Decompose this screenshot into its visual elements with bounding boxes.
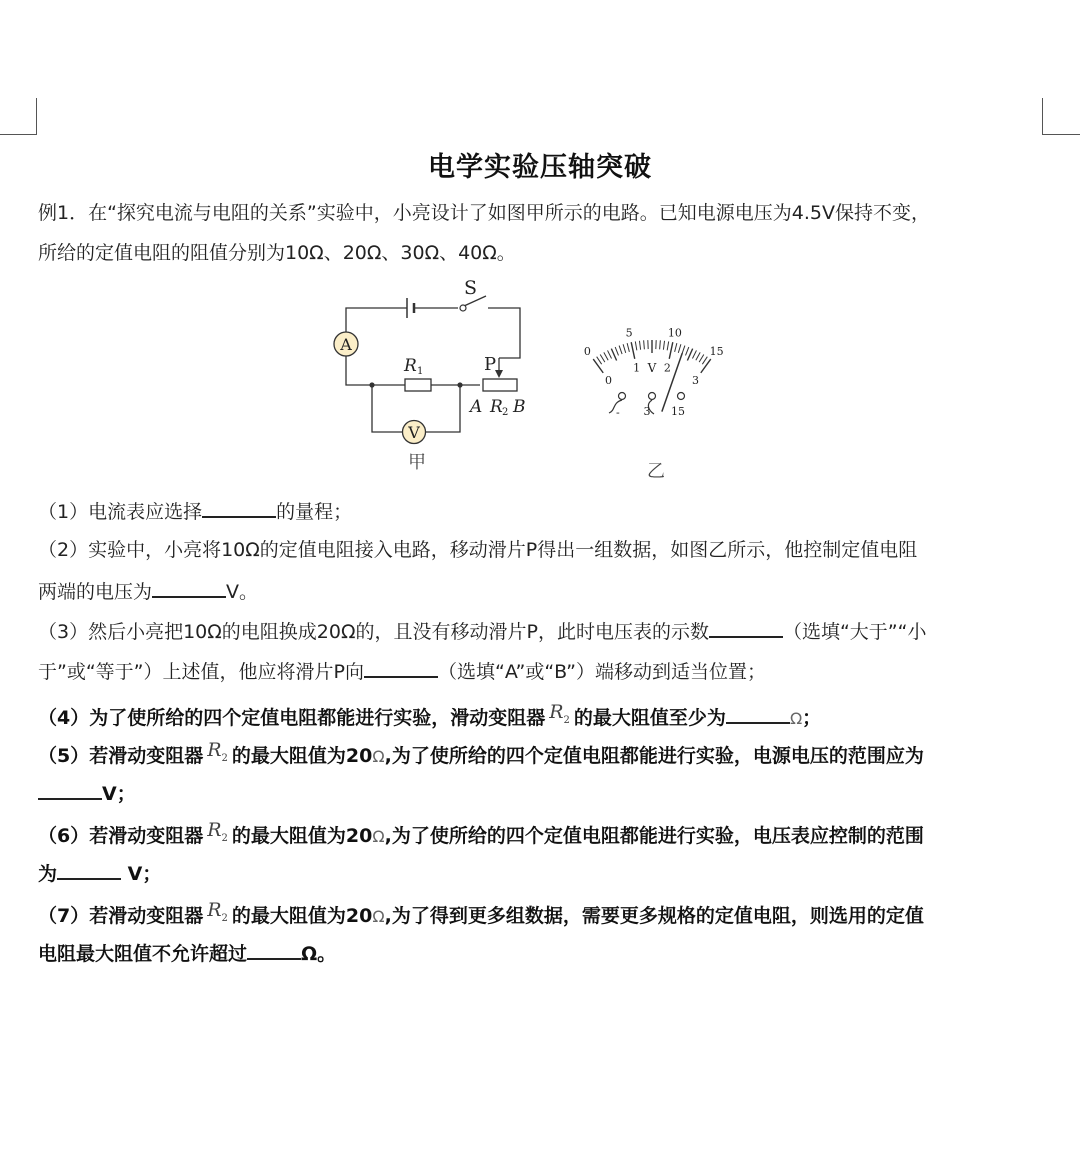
answer-blank-q1[interactable] [202, 498, 276, 518]
terminal-15-label: 15 [671, 405, 685, 418]
dial-tick [692, 350, 696, 358]
dial-tick [702, 357, 707, 364]
switch-label: S [464, 277, 478, 299]
slider-arrow-icon [495, 370, 503, 378]
dial-tick [685, 347, 688, 355]
terminal-negative-icon [619, 393, 626, 400]
dial-tick [667, 341, 669, 350]
dial-tick [669, 342, 673, 359]
end-b-label: B [513, 397, 526, 417]
scale-top-5: 5 [625, 326, 633, 340]
end-a-label: A [470, 397, 483, 417]
page-title: 电学实验压轴突破 [428, 152, 652, 183]
answer-blank-q6[interactable] [57, 860, 121, 880]
answer-blank-q3b[interactable] [364, 658, 438, 678]
voltmeter-dial [550, 290, 760, 485]
dial-tick [604, 352, 608, 360]
dial-tick [687, 349, 692, 361]
question-3-line-2: 于”或“等于”）上述值，他应将滑片P向 （选填“A”或“B”）端移动到适当位置； [38, 658, 1048, 684]
answer-blank-q5[interactable] [38, 780, 102, 800]
dial-tick [593, 359, 603, 373]
dial-tick [699, 354, 704, 362]
dial-tick [675, 343, 677, 352]
dial-unit: V [647, 361, 657, 375]
dial-tick [623, 344, 626, 353]
r1-label: R [404, 356, 417, 376]
dial-tick [619, 346, 622, 354]
question-1: （1）电流表应选择 的量程； [38, 498, 1048, 524]
dial-tick [611, 349, 616, 361]
r1-subscript: 1 [417, 366, 424, 377]
dial-tick [615, 347, 618, 355]
question-4: （4）为了使所给的四个定值电阻都能进行实验，滑动变阻器 $R_2$ 的最大阻值至少为 Ω； [38, 701, 822, 729]
r2-symbol-q6: $R_2$ [207, 819, 228, 844]
figure-a-caption: 甲 [408, 452, 426, 473]
dial-tick [597, 357, 602, 364]
dial-tick [644, 340, 645, 349]
r2-symbol-q7: $R_2$ [207, 899, 228, 924]
question-2-line-1: （2）实验中，小亮将10Ω的定值电阻接入电路，移动滑片P得出一组数据，如图乙所示，他控制定值电阻 [38, 539, 918, 561]
dial-tick [639, 341, 640, 350]
terminal-negative-label: - [616, 406, 620, 419]
scale-bottom-3: 3 [691, 374, 699, 388]
dial-tick [627, 343, 629, 352]
question-3-line-1: （3）然后小亮把10Ω的电阻换成20Ω的，且没有移动滑片P，此时电压表的示数 （选填“大于”“小 [38, 618, 1048, 644]
question-5-line-2: V； [38, 780, 1048, 806]
question-6-line-1: （6）若滑动变阻器 $R_2$ 的最大阻值为20Ω,为了使所给的四个定值电阻都能进行实验，电压表应控制的范围 [38, 819, 924, 847]
terminal-3-icon [649, 393, 656, 400]
slider-label: P [484, 354, 497, 375]
r2-symbol-q4: $R_2$ [549, 701, 570, 726]
voltmeter-label: V [408, 423, 420, 442]
r2-subscript: 2 [502, 407, 509, 418]
figure-b-caption: 乙 [647, 461, 665, 482]
dial-tick [608, 350, 612, 358]
intro-line-1: 例1．在“探究电流与电阻的关系”实验中，小亮设计了如图甲所示的电路。已知电源电压为4.5V保持不变， [38, 202, 930, 224]
dial-tick [600, 354, 605, 362]
dial-tick [696, 352, 700, 360]
r2-symbol-q5: $R_2$ [207, 739, 228, 764]
terminal-15-icon [678, 393, 685, 400]
ammeter-label: A [340, 335, 352, 354]
scale-top-15: 15 [709, 345, 724, 359]
question-2-line-2: 两端的电压为 V。 [38, 578, 1048, 604]
page-corner-mark-right [1042, 98, 1080, 135]
scale-bottom-0: 0 [605, 374, 613, 388]
scale-top-10: 10 [667, 326, 682, 340]
dial-tick [682, 346, 685, 354]
question-5-line-1: （5）若滑动变阻器 $R_2$ 的最大阻值为20Ω,为了使所给的四个定值电阻都能进行实验，电源电压的范围应为 [38, 739, 924, 767]
question-7-line-2: 电阻最大阻值不允许超过 Ω。 [38, 940, 1048, 966]
dial-tick [701, 359, 711, 373]
answer-blank-q7[interactable] [247, 940, 301, 960]
r2-label: R [490, 397, 503, 417]
scale-bottom-1: 1 [633, 361, 641, 375]
scale-top-0: 0 [583, 345, 591, 359]
scale-bottom-2: 2 [663, 361, 671, 375]
dial-tick [678, 344, 681, 353]
dial-tick [660, 340, 661, 349]
intro-line-2: 所给的定值电阻的阻值分别为10Ω、20Ω、30Ω、40Ω。 [38, 242, 516, 264]
question-7-line-1: （7）若滑动变阻器 $R_2$ 的最大阻值为20Ω,为了得到更多组数据，需要更多规格的定值电阻，则选用的定值 [38, 899, 924, 927]
dial-tick [631, 342, 635, 359]
answer-blank-q3a[interactable] [709, 618, 783, 638]
page-corner-mark-left [0, 98, 37, 135]
answer-blank-q4[interactable] [726, 704, 790, 724]
circuit-diagram [320, 270, 540, 480]
dial-tick [663, 341, 664, 350]
question-6-line-2: 为 V； [38, 860, 1048, 886]
terminal-3-label: 3 [643, 405, 651, 418]
dial-tick [635, 341, 637, 350]
answer-blank-q2[interactable] [152, 578, 226, 598]
